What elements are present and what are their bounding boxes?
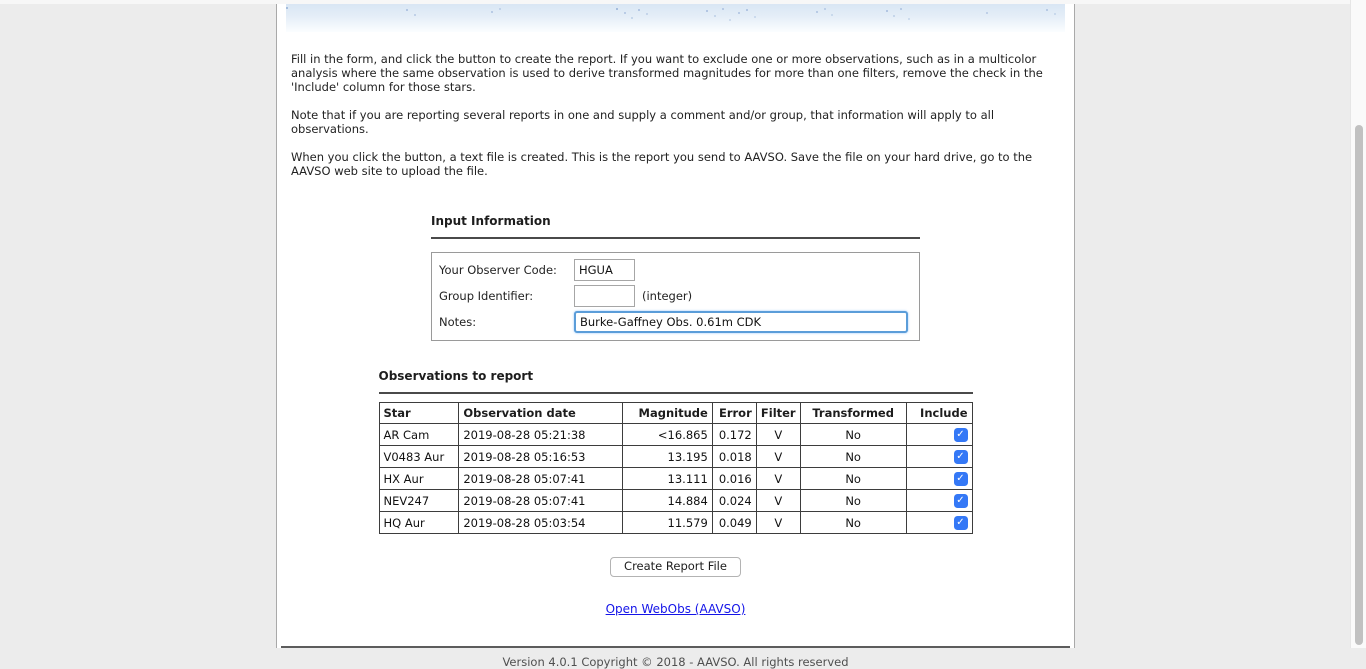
vertical-scrollbar-thumb[interactable] [1355, 125, 1363, 645]
transformed-cell: No [800, 446, 906, 468]
col-star: Star [379, 403, 459, 424]
include-checkbox[interactable]: ✓ [954, 472, 968, 486]
col-include: Include [906, 403, 972, 424]
intro-paragraph-2: Note that if you are reporting several reports in one and supply a comment and/or group, that information will apply to all observations. [291, 108, 995, 136]
report-page [276, 0, 1075, 669]
filter-cell: V [756, 446, 800, 468]
star-cell: HQ Aur [379, 512, 459, 534]
date-cell: 2019-08-28 05:21:38 [459, 424, 623, 446]
create-report-file-button[interactable]: Create Report File [610, 557, 741, 577]
filter-cell: V [756, 424, 800, 446]
include-checkbox[interactable]: ✓ [954, 450, 968, 464]
observations-section [379, 369, 973, 534]
transformed-cell: No [800, 424, 906, 446]
group-identifier-row [439, 285, 912, 307]
table-row [379, 424, 972, 446]
group-identifier-hint: (integer) [642, 289, 693, 303]
transformed-cell: No [800, 512, 906, 534]
col-observation-date: Observation date [459, 403, 623, 424]
table-row [379, 446, 972, 468]
table-row [379, 468, 972, 490]
error-cell: 0.018 [712, 446, 756, 468]
star-cell: V0483 Aur [379, 446, 459, 468]
observations-title: Observations to report [378, 369, 534, 383]
webobs-link-row [277, 602, 1074, 616]
filter-cell: V [756, 468, 800, 490]
col-magnitude: Magnitude [622, 403, 712, 424]
footer-version-text: Version 4.0.1 Copyright © 2018 - AAVSO. All rights reserved [502, 655, 849, 669]
notes-label: Notes: [439, 315, 477, 329]
filter-cell: V [756, 512, 800, 534]
error-cell: 0.016 [712, 468, 756, 490]
observations-table [379, 402, 973, 534]
group-identifier-field[interactable] [574, 285, 635, 307]
date-cell: 2019-08-28 05:07:41 [459, 490, 623, 512]
group-identifier-label: Group Identifier: [439, 289, 534, 303]
magnitude-cell: 13.195 [622, 446, 712, 468]
observer-code-row [439, 259, 912, 281]
include-checkbox[interactable]: ✓ [954, 516, 968, 530]
input-information-title: Input Information [431, 214, 551, 228]
window-top-edge [0, 0, 1366, 4]
open-webobs-link[interactable]: Open WebObs (AAVSO) [605, 602, 746, 616]
transformed-cell: No [800, 490, 906, 512]
intro-paragraph-1: Fill in the form, and click the button to create the report. If you want to exclude one or more observations, such as in a multicolor analysis where the same observation is used to derive transformed magnitudes for more than one filters, remove the check in the 'Include' column for those stars. [291, 52, 1043, 94]
date-cell: 2019-08-28 05:16:53 [459, 446, 623, 468]
star-cell: AR Cam [379, 424, 459, 446]
error-cell: 0.049 [712, 512, 756, 534]
star-cell: HX Aur [379, 468, 459, 490]
col-transformed: Transformed [800, 403, 906, 424]
observer-code-field[interactable] [574, 259, 635, 281]
magnitude-cell: 11.579 [622, 512, 712, 534]
observer-code-label: Your Observer Code: [439, 263, 557, 277]
winter-banner-image [286, 4, 1065, 32]
intro-paragraph-3: When you click the button, a text file is created. This is the report you send to AAVSO. Save the file on your hard drive, go to the AAVSO web site to upload the file. [291, 150, 1033, 178]
table-header-row [379, 403, 972, 424]
vertical-scrollbar-track[interactable] [1350, 0, 1366, 648]
input-form-box [431, 252, 920, 341]
create-report-button-row [277, 557, 1074, 577]
notes-field[interactable] [574, 311, 908, 333]
table-row [379, 490, 972, 512]
error-cell: 0.024 [712, 490, 756, 512]
input-information-divider [431, 237, 920, 239]
col-error: Error [712, 403, 756, 424]
notes-row [439, 311, 912, 333]
col-filter: Filter [756, 403, 800, 424]
transformed-cell: No [800, 468, 906, 490]
snowflakes-decoration [286, 7, 288, 9]
error-cell: 0.172 [712, 424, 756, 446]
include-checkbox[interactable]: ✓ [954, 494, 968, 508]
table-row [379, 512, 972, 534]
magnitude-cell: 13.111 [622, 468, 712, 490]
observations-divider [379, 392, 973, 394]
date-cell: 2019-08-28 05:03:54 [459, 512, 623, 534]
filter-cell: V [756, 490, 800, 512]
include-checkbox[interactable]: ✓ [954, 428, 968, 442]
magnitude-cell: 14.884 [622, 490, 712, 512]
date-cell: 2019-08-28 05:07:41 [459, 468, 623, 490]
magnitude-cell: <16.865 [622, 424, 712, 446]
intro-text-block [277, 52, 1074, 178]
star-cell: NEV247 [379, 490, 459, 512]
input-information-section [431, 214, 920, 341]
